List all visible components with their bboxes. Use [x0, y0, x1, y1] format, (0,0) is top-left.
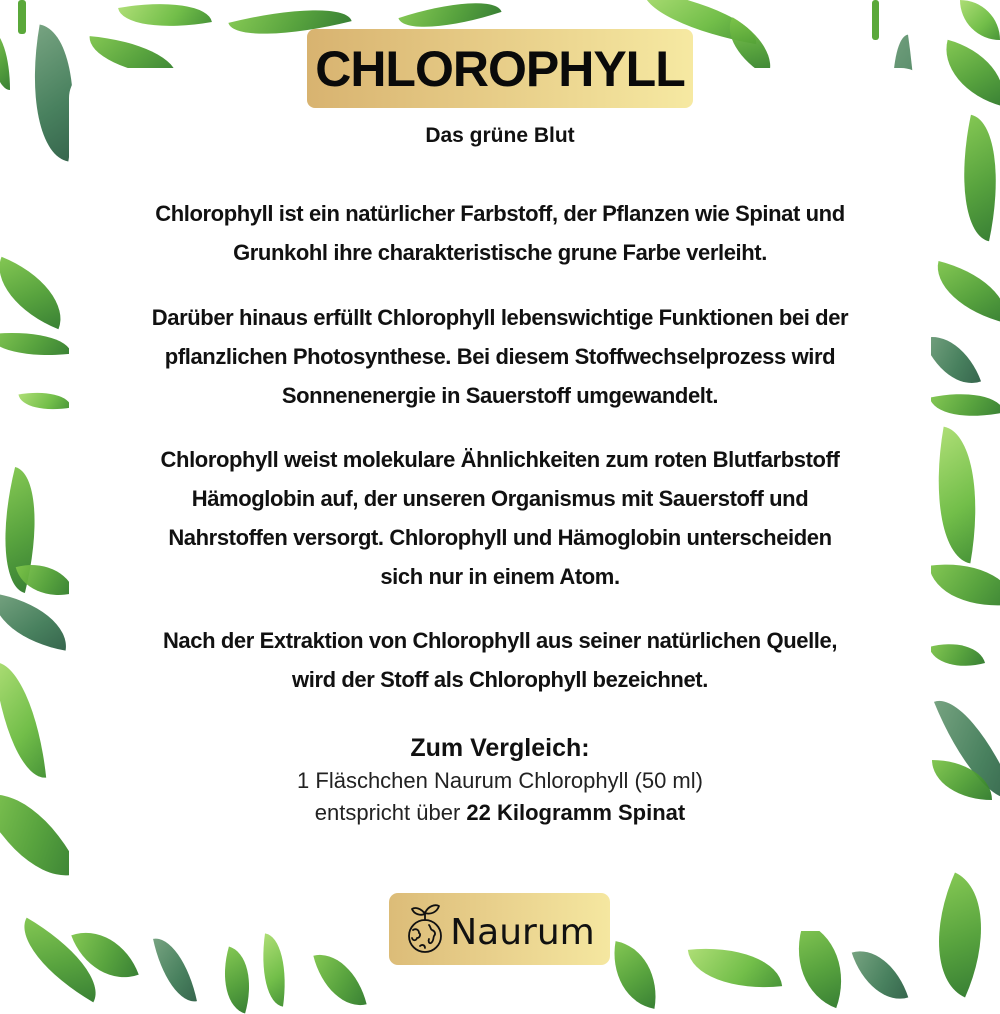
paragraph-line: sich nur in einem Atom.	[380, 564, 620, 589]
paragraph-hemoglobin	[90, 440, 910, 596]
paragraph-line: Chlorophyll ist ein natürlicher Farbstoff, der Pflanzen wie Spinat und	[155, 201, 845, 226]
paragraph-line: Darüber hinaus erfüllt Chlorophyll lebenswichtige Funktionen bei der	[151, 305, 849, 330]
paragraph-line: Sonnenenergie in Sauerstoff umgewandelt.	[281, 383, 719, 408]
paragraph-extraction	[90, 621, 910, 699]
comparison-line-1: 1 Fläschchen Naurum Chlorophyll (50 ml)	[297, 768, 703, 793]
leaf-icon	[18, 386, 71, 416]
paragraph-line: pflanzlichen Photosynthese. Bei diesem Stoffwechselprozess wird	[164, 344, 836, 369]
leaf-icon	[0, 593, 73, 650]
leaf-icon	[928, 261, 1000, 323]
paragraph-photosynthesis	[90, 298, 910, 415]
leaf-icon	[688, 940, 782, 995]
comparison-block	[69, 731, 931, 829]
subtitle: Das grüne Blut	[425, 124, 575, 147]
leaf-icon	[935, 40, 1000, 106]
leaf-icon	[313, 946, 366, 1014]
leaf-icon	[0, 658, 46, 782]
leaf-icon	[212, 946, 261, 1013]
leaf-icon	[780, 922, 860, 1008]
leaf-icon	[0, 326, 71, 362]
stem-decoration	[18, 0, 26, 34]
brand-logo-badge	[389, 893, 610, 965]
page-title: CHLOROPHYLL	[315, 40, 685, 97]
leaf-icon	[923, 325, 981, 395]
leaf-icon	[929, 555, 1000, 616]
comparison-highlight: 22 Kilogramm Spinat	[466, 800, 686, 825]
leaf-icon	[118, 0, 212, 38]
paragraph-line: wird der Stoff als Chlorophyll bezeichnet.	[292, 667, 708, 692]
stem-decoration	[872, 0, 879, 40]
leaf-icon	[929, 634, 985, 676]
brand-name: Naurum	[450, 912, 595, 953]
leaf-icon	[946, 115, 1000, 242]
title-badge	[307, 29, 693, 108]
paragraph-line: Nahrstoffen versorgt. Chlorophyll und Hämoglobin unterscheiden	[168, 525, 832, 550]
comparison-title: Zum Vergleich:	[410, 734, 590, 762]
comparison-prefix: entspricht über	[314, 800, 467, 825]
leaf-icon	[960, 0, 1000, 40]
leaf-icon	[0, 257, 76, 330]
globe-sprout-icon	[404, 903, 446, 955]
leaf-icon	[153, 933, 197, 1008]
paragraph-line: Hämoglobin auf, der unseren Organismus mit Sauerstoff und	[191, 486, 809, 511]
leaf-icon	[605, 941, 665, 1009]
paragraph-definition	[90, 194, 910, 272]
content-body	[69, 118, 931, 829]
paragraph-line: Nach der Extraktion von Chlorophyll aus seiner natürlichen Quelle,	[162, 628, 838, 653]
paragraph-line: Chlorophyll weist molekulare Ähnlichkeiten zum roten Blutfarbstoff	[160, 447, 840, 472]
leaf-icon	[0, 30, 10, 90]
comparison-line-2	[69, 797, 931, 829]
leaf-icon	[930, 383, 1000, 427]
leaf-icon	[921, 427, 993, 564]
leaf-icon	[255, 933, 292, 1006]
paragraph-line: Grunkohl ihre charakteristische grune Farbe verleiht.	[233, 240, 767, 265]
leaf-icon	[852, 940, 909, 1009]
